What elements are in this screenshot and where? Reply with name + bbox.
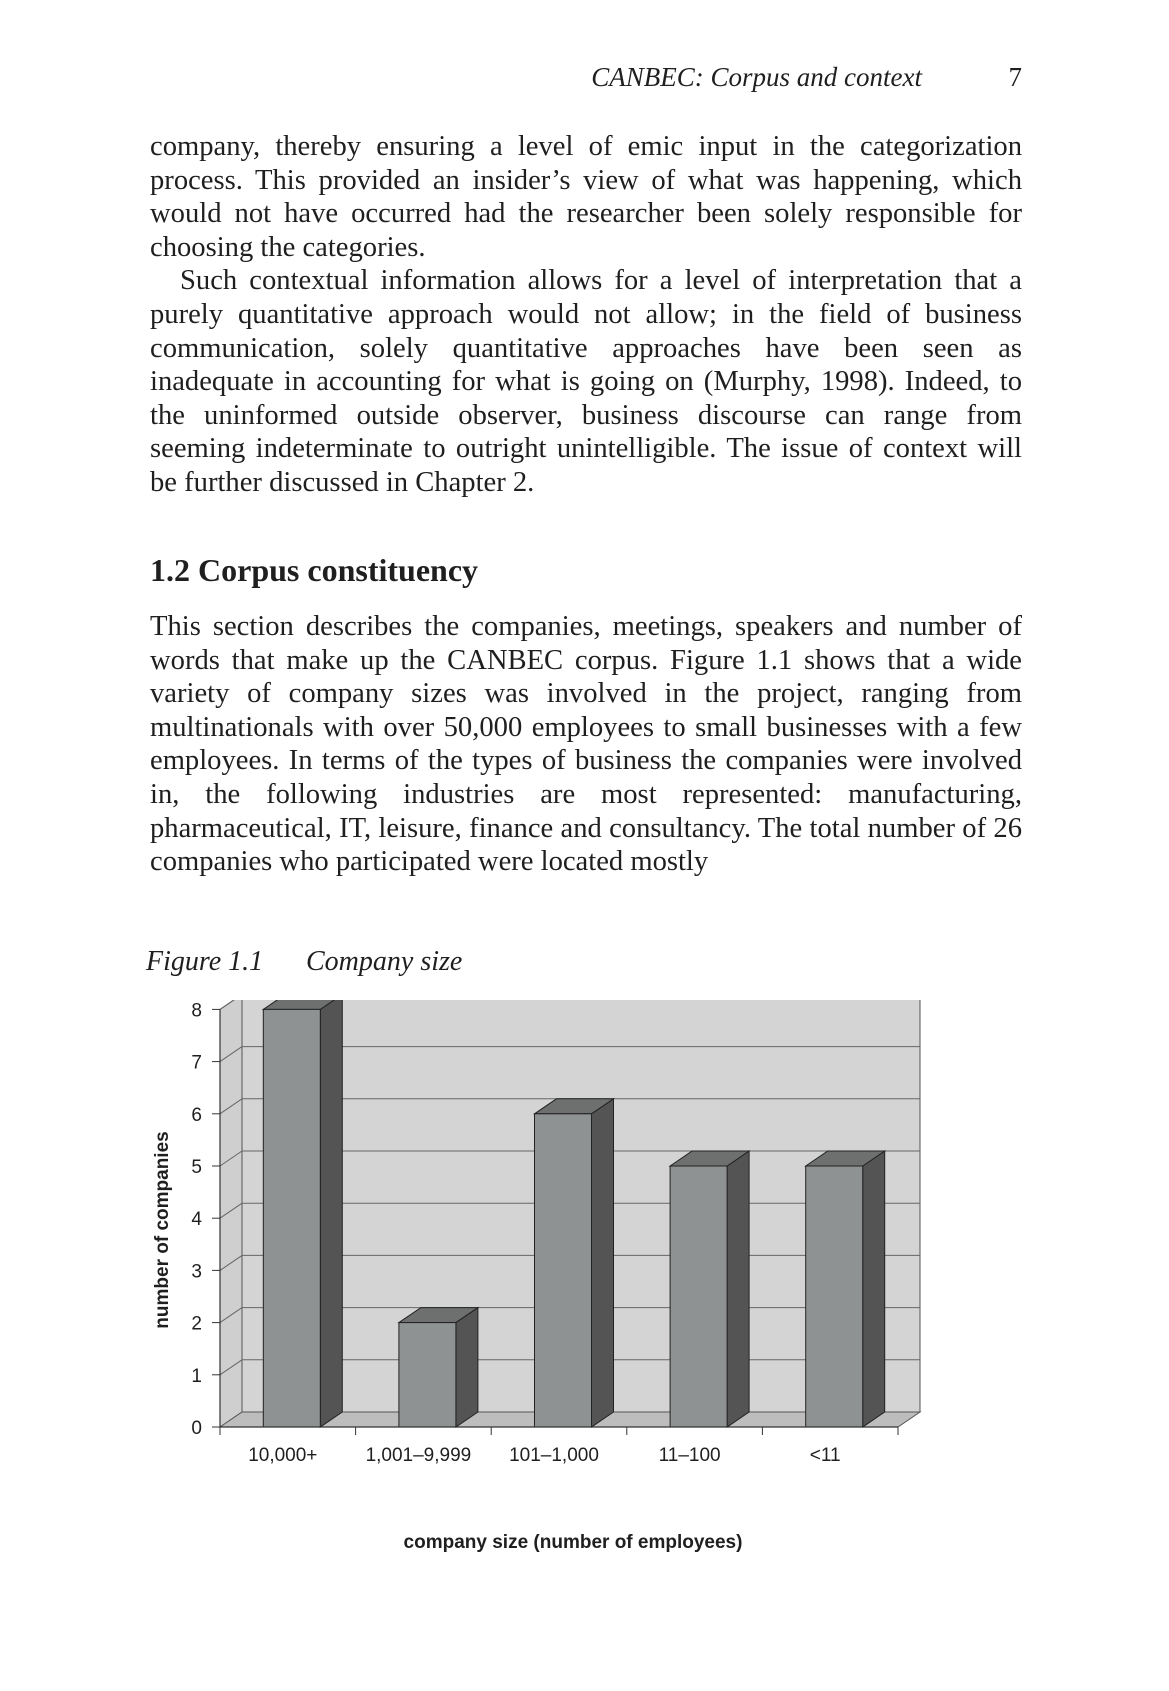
x-tick-label: 11–100 — [658, 1445, 721, 1466]
x-tick-label: 1,001–9,999 — [365, 1445, 472, 1466]
y-tick-label: 6 — [191, 1104, 202, 1126]
y-tick-label: 8 — [191, 1000, 202, 1022]
bar-10-000- — [263, 1000, 342, 1427]
bar-side — [727, 1151, 749, 1427]
running-header-title: CANBEC: Corpus and context — [591, 62, 922, 92]
bar-101-1-000 — [535, 1099, 614, 1427]
body-text-top — [150, 130, 1022, 500]
x-axis-label: company size (number of employees) — [403, 1532, 743, 1553]
x-tick-label: 101–1,000 — [509, 1445, 599, 1466]
bar-side — [592, 1099, 614, 1427]
y-tick-labels — [191, 1000, 202, 1439]
bar-side — [320, 1000, 342, 1427]
bar-side — [456, 1308, 478, 1427]
y-tick-label: 3 — [191, 1261, 202, 1283]
bar-11-100 — [670, 1151, 749, 1427]
x-tick-label: <11 — [809, 1445, 841, 1466]
bar-<11 — [806, 1151, 885, 1427]
figure-caption — [146, 946, 462, 978]
section-heading: 1.2 Corpus constituency — [150, 552, 479, 588]
y-tick-label: 7 — [191, 1052, 202, 1074]
y-tick-label: 1 — [191, 1365, 202, 1387]
figure-title: Company size — [306, 946, 463, 977]
y-tick-label: 4 — [191, 1209, 202, 1231]
bar — [263, 1009, 320, 1427]
paragraph-continuation: company, thereby ensuring a level of emic input in the categorization process. This provided an insider’s view of what was happening, which would not have occurred had the researcher been solely responsible for choosing the categories. — [150, 131, 1022, 263]
y-tick-label: 0 — [191, 1418, 202, 1439]
y-tick-label: 5 — [191, 1157, 202, 1178]
chart-side-wall — [220, 1000, 242, 1427]
paragraph-context: Such contextual information allows for a level of interpretation that a purely quantitative approach would not allow; in the field of business communication, solely quantitative approaches have been seen as inadequate in accounting for what is going on (Murphy, 1998). Indeed, to the uninformed outside observer, business discourse can range from seeming indeterminate to outright unintelligible. The issue of context will be further discussed in Chapter 2. — [150, 265, 1022, 498]
bar — [535, 1114, 592, 1427]
bar-side — [863, 1151, 885, 1427]
figure-label: Figure 1.1 — [146, 946, 264, 977]
body-text-section — [150, 610, 1022, 879]
company-size-chart — [140, 1000, 1010, 1560]
paragraph-corpus-constituency: This section describes the companies, meetings, speakers and number of words that make up the CANBEC corpus. Figure 1.1 shows that a wide variety of company sizes was involved in the project, ranging from multinationals with over 50,000 employees to small businesses with a few employees. In terms of the types of business the companies were involved in, the following industries are most represented: manufacturing, pharmaceutical, IT, leisure, finance and consultancy. The total number of 26 companies who participated were located mostly — [150, 611, 1022, 878]
bar-1-001-9-999 — [399, 1308, 478, 1427]
running-header — [150, 58, 1022, 98]
bar — [670, 1166, 727, 1427]
x-tick-labels — [248, 1445, 840, 1466]
page-number: 7 — [1008, 62, 1022, 92]
y-axis-label: number of companies — [152, 1131, 173, 1329]
bar — [399, 1323, 456, 1427]
y-tick-label: 2 — [191, 1313, 202, 1335]
x-tick-label: 10,000+ — [248, 1445, 318, 1466]
bar — [806, 1166, 863, 1427]
